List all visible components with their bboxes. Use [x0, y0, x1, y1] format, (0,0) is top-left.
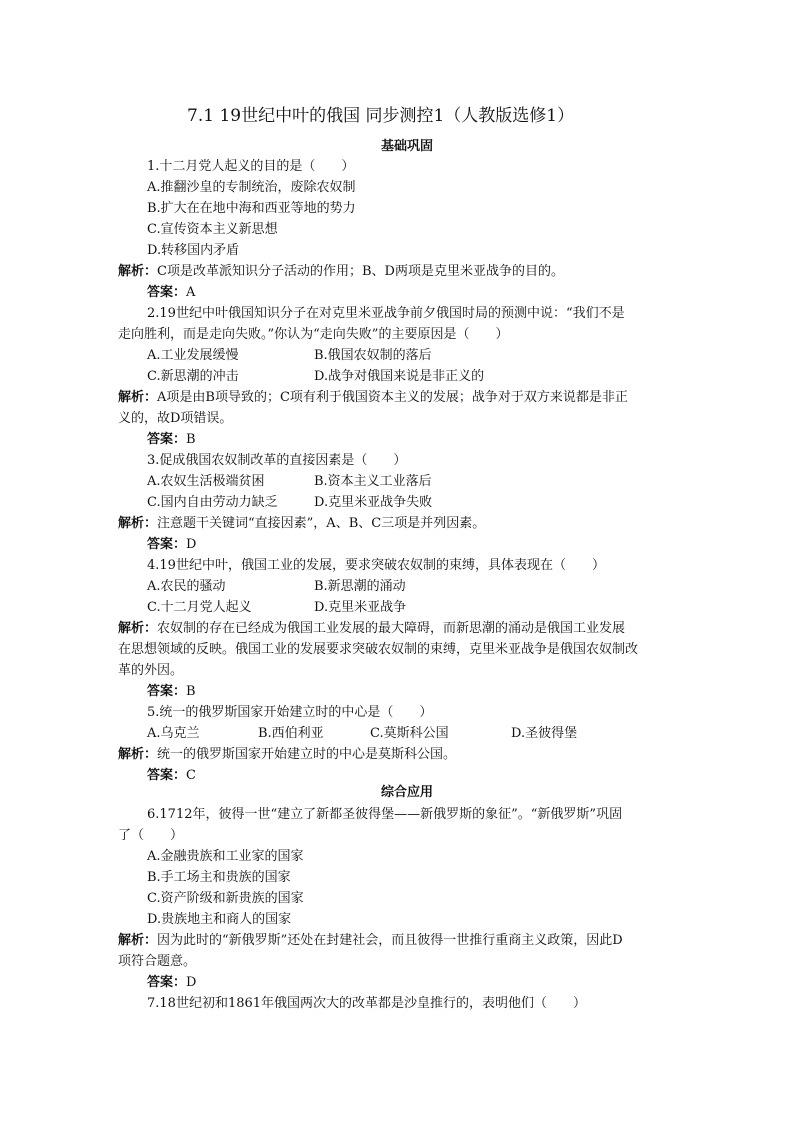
option: C.十二月党人起义 — [147, 600, 252, 615]
option: B.手工场主和贵族的国家 — [147, 870, 291, 885]
analysis-label: 解析： — [118, 516, 158, 531]
analysis-text: 农奴制的存在已经成为俄国工业发展的最大障碍，而新思潮的涌动是俄国工业发展 — [157, 621, 626, 636]
analysis-text: 项符合题意。 — [118, 954, 197, 969]
analysis-label: 解析： — [118, 264, 158, 279]
option: B.俄国农奴制的落后 — [314, 348, 432, 363]
analysis-line — [118, 388, 628, 408]
analysis-line — [118, 931, 623, 951]
question-stem: 3.促成俄国农奴制改革的直接因素是（ ） — [147, 453, 407, 468]
option: B.新思潮的涌动 — [314, 579, 406, 594]
analysis-line — [118, 619, 625, 639]
section-heading: 基础巩固 — [381, 139, 434, 154]
question-stem: 7.18世纪初和1861年俄国两次大的改革都是沙皇推行的，表明他们（ ） — [147, 996, 587, 1011]
question-stem: 6.1712年，彼得一世“建立了新都圣彼得堡——新俄罗斯的象征”。“新俄罗斯”巩固 — [147, 807, 623, 822]
option: A.乌克兰 — [147, 726, 200, 741]
question-stem: 5.统一的俄罗斯国家开始建立时的中心是（ ） — [147, 705, 433, 720]
answer-value: D — [186, 975, 197, 990]
question-stem: 走向胜利，而是走向失败。”你认为“走向失败”的主要原因是（ ） — [118, 327, 509, 342]
option: A.推翻沙皇的专制统治，废除农奴制 — [147, 180, 356, 195]
option: C.宣传资本主义新思想 — [147, 222, 278, 237]
option: B.西伯利亚 — [258, 726, 324, 741]
analysis-label: 解析： — [118, 747, 158, 762]
analysis-text: 革的外因。 — [118, 663, 184, 678]
option: B.扩大在在地中海和西亚等地的势力 — [147, 201, 356, 216]
analysis-text: C项是改革派知识分子活动的作用；B、D两项是克里米亚战争的目的。 — [157, 264, 564, 279]
answer-label: 答案： — [147, 285, 187, 300]
option: D.克里米亚战争失败 — [314, 495, 433, 510]
analysis-text: 注意题干关键词“直接因素”，A、B、C三项是并列因素。 — [157, 516, 486, 531]
analysis-line — [118, 262, 564, 282]
option: D.贵族地主和商人的国家 — [147, 912, 292, 927]
option: C.国内自由劳动力缺乏 — [147, 495, 278, 510]
question-stem: 2.19世纪中叶俄国知识分子在对克里米亚战争前夕俄国时局的预测中说：“我们不是 — [147, 306, 625, 321]
answer-value: A — [186, 285, 196, 300]
answer-value: D — [186, 537, 197, 552]
analysis-label: 解析： — [118, 621, 158, 636]
analysis-text: 因为此时的“新俄罗斯”还处在封建社会，而且彼得一世推行重商主义政策，因此D — [157, 933, 623, 948]
answer-line — [147, 430, 196, 450]
answer-line — [147, 535, 196, 555]
answer-label: 答案： — [147, 537, 187, 552]
answer-value: C — [186, 768, 196, 783]
answer-label: 答案： — [147, 768, 187, 783]
question-stem: 了（ ） — [118, 828, 184, 843]
option: A.农民的骚动 — [147, 579, 226, 594]
answer-label: 答案： — [147, 975, 187, 990]
answer-line — [147, 766, 196, 786]
option: D.克里米亚战争 — [314, 600, 407, 615]
option: C.莫斯科公国 — [370, 726, 449, 741]
question-stem: 1.十二月党人起义的目的是（ ） — [147, 159, 355, 174]
analysis-text: 义的，故D项错误。 — [118, 411, 233, 426]
answer-line — [147, 682, 196, 702]
analysis-label: 解析： — [118, 933, 158, 948]
analysis-label: 解析： — [118, 390, 158, 405]
analysis-line — [118, 745, 456, 765]
option: D.圣彼得堡 — [511, 726, 578, 741]
answer-value: B — [186, 684, 196, 699]
option: D.转移国内矛盾 — [147, 243, 240, 258]
section-heading: 综合应用 — [381, 785, 434, 800]
option: B.资本主义工业落后 — [314, 474, 432, 489]
answer-value: B — [186, 432, 196, 447]
answer-line — [147, 973, 196, 993]
option: A.金融贵族和工业家的国家 — [147, 849, 304, 864]
analysis-line — [118, 514, 485, 534]
option: C.新思潮的冲击 — [147, 369, 239, 384]
analysis-text: A项是由B项导致的；C项有利于俄国资本主义的发展；战争对于双方来说都是非正 — [157, 390, 628, 405]
answer-label: 答案： — [147, 432, 187, 447]
question-stem: 4.19世纪中叶，俄国工业的发展，要求突破农奴制的束缚，具体表现在（ ） — [147, 558, 605, 573]
answer-label: 答案： — [147, 684, 187, 699]
option: A.工业发展缓慢 — [147, 348, 239, 363]
option: A.农奴生活极端贫困 — [147, 474, 265, 489]
analysis-text: 统一的俄罗斯国家开始建立时的中心是莫斯科公国。 — [157, 747, 457, 762]
answer-line — [147, 283, 195, 303]
option: D.战争对俄国来说是非正义的 — [314, 369, 485, 384]
analysis-text: 在思想领域的反映。俄国工业的发展要求突破农奴制的束缚，克里米亚战争是俄国农奴制改 — [118, 642, 639, 657]
option: C.资产阶级和新贵族的国家 — [147, 891, 304, 906]
page-title: 7.1 19世纪中叶的俄国 同步测控1（人教版选修1） — [187, 106, 575, 126]
